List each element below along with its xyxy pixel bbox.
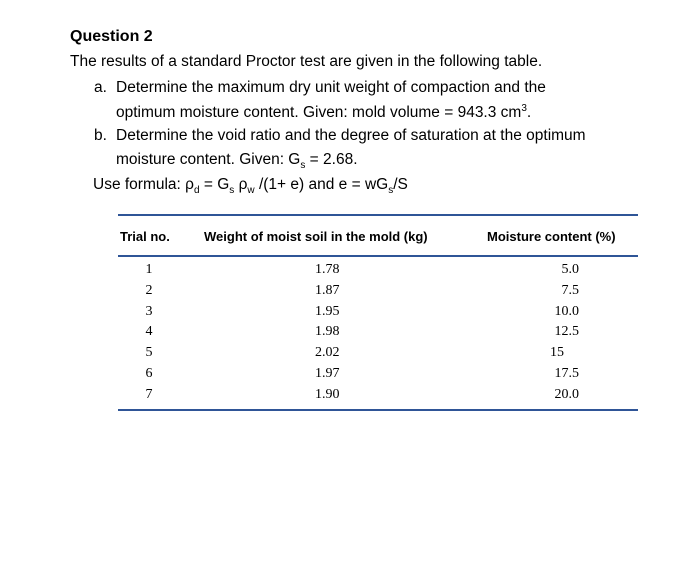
moisture-cell: 20.0 [554, 386, 579, 402]
formula-part: ρ [234, 176, 248, 193]
part-a-text-2: optimum moisture content. Given: mold volume = 943.3 cm [116, 104, 522, 122]
formula-part: /(1+ e) and e = wG [254, 176, 389, 193]
part-a-line-2 [116, 103, 531, 122]
part-a-sup: 3 [521, 103, 527, 114]
trial-column [144, 260, 154, 406]
part-a-marker: a. [94, 79, 107, 96]
question-intro: The results of a standard Proctor test are given in the following table. [70, 53, 543, 70]
trial-cell: 3 [145, 303, 153, 319]
part-b-text-1: Determine the void ratio and the degree of saturation at the optimum [116, 127, 586, 144]
weight-cell: 1.78 [315, 262, 340, 277]
part-b-line-2 [116, 151, 358, 171]
moisture-cell: 10.0 [554, 303, 579, 319]
weight-cell: 1.87 [315, 282, 340, 298]
moisture-cell: 15 [550, 345, 564, 361]
moisture-column [545, 260, 579, 406]
table-top-rule [118, 214, 638, 216]
proctor-table [118, 214, 638, 414]
table-header-rule [118, 255, 638, 257]
formula-part: = G [199, 176, 230, 193]
formula-sub: s [229, 185, 235, 197]
formula-sub: w [247, 185, 255, 197]
question-title: Question 2 [70, 28, 153, 45]
trial-cell: 6 [145, 365, 153, 381]
part-a-text-1: Determine the maximum dry unit weight of compaction and the [116, 79, 546, 96]
moisture-cell: 5.0 [561, 262, 579, 277]
part-b-line-1 [94, 127, 586, 145]
trial-cell: 5 [145, 345, 153, 361]
weight-cell: 1.97 [315, 365, 340, 381]
part-a-end: . [526, 104, 532, 122]
table-bottom-rule [118, 409, 638, 411]
moisture-cell: 17.5 [554, 365, 579, 381]
part-b-marker: b. [94, 127, 107, 144]
header-trial: Trial no. [120, 229, 170, 244]
header-weight: Weight of moist soil in the mold (kg) [204, 229, 428, 244]
moisture-cell: 12.5 [554, 324, 579, 340]
part-a-line-1 [94, 79, 546, 97]
weight-cell: 1.90 [315, 386, 340, 402]
formula-part: /S [393, 176, 408, 193]
formula-part: Use formula: ρ [93, 176, 194, 193]
trial-cell: 4 [145, 324, 153, 340]
formula-sub: s [388, 185, 394, 197]
formula-line [93, 176, 408, 196]
header-moisture: Moisture content (%) [487, 229, 616, 244]
trial-cell: 1 [145, 262, 153, 277]
weight-column [315, 260, 340, 406]
weight-cell: 2.02 [315, 345, 340, 361]
formula-sub: d [194, 185, 200, 197]
weight-cell: 1.95 [315, 303, 340, 319]
part-b-sub: s [300, 160, 306, 172]
trial-cell: 7 [145, 386, 153, 402]
part-b-text-2-pre: moisture content. Given: G [116, 151, 301, 168]
weight-cell: 1.98 [315, 324, 340, 340]
moisture-cell: 7.5 [561, 282, 579, 298]
part-b-text-2-post: = 2.68. [305, 151, 358, 168]
trial-cell: 2 [145, 282, 153, 298]
